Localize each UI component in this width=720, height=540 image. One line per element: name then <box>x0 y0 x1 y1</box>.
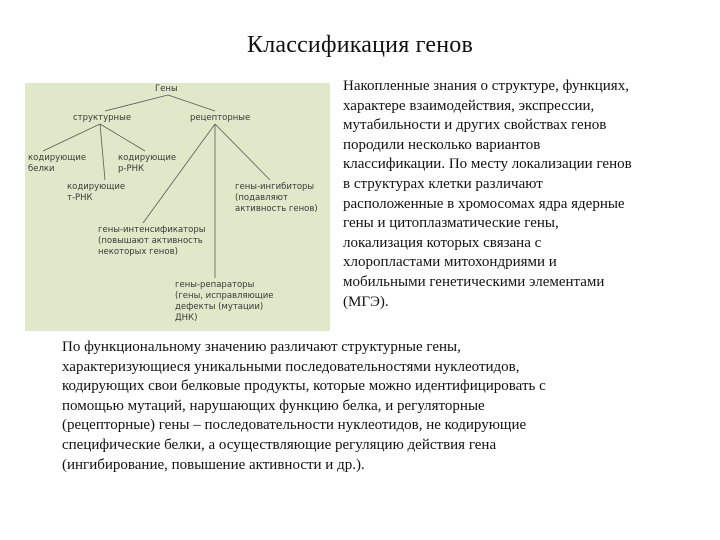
diagram-regulatory-label: рецепторные <box>190 113 251 123</box>
edge-root-regulatory <box>168 95 215 111</box>
gene-classification-diagram <box>25 83 330 331</box>
diagram-trna-coding-node: кодирующие т-РНК <box>67 182 126 203</box>
diagram-repairers-node: гены-репараторы (гены, исправляющие дефекты (мутации) ДНК) <box>175 280 274 323</box>
edge-structural-protein <box>43 124 100 151</box>
edge-regulatory-inhibitors <box>215 124 270 180</box>
diagram-inhibitors-node: гены-ингибиторы (подавляют активность генов) <box>235 182 318 214</box>
diagram-rrna-coding-node: кодирующие р-РНК <box>118 153 177 174</box>
diagram-protein-coding-node: кодирующие белки <box>28 153 87 174</box>
edge-structural-trna <box>100 124 105 180</box>
slide-title: Классификация генов <box>246 32 473 58</box>
diagram-root-label: Гены <box>155 84 178 94</box>
edge-structural-rrna <box>100 124 145 151</box>
edge-root-structural <box>105 95 168 111</box>
diagram-intensifiers-node: гены-интенсификаторы (повышают активность некоторых генов) <box>98 225 206 257</box>
functional-classification-paragraph: По функциональному значению различают структурные гены, характеризующиеся уникальными последовательностями нуклеотидов, кодирующих свои белковые продукты, которые можно идентифицировать с помощью мутаций, нарушающих функцию белка, и регуляторные (рецепторные) гены – последовательности нуклеотидов, не кодирующие специфические белки, а осуществляющие регуляцию действия гена (ингибирование, повышение активности и др.). <box>62 339 546 473</box>
localization-paragraph: Накопленные знания о структуре, функциях, характере взаимодействия, экспрессии, мутабильности и других свойствах генов породили несколько вариантов классификации. По месту локализации генов в структурах клетки различают расположенные в хромосомах ядра ядерные гены и цитоплазматические гены, локализация которых связана с хлоропластами митохондриями и мобильными генетическими элементами (МГЭ). <box>343 78 632 310</box>
diagram-structural-label: структурные <box>73 113 132 123</box>
